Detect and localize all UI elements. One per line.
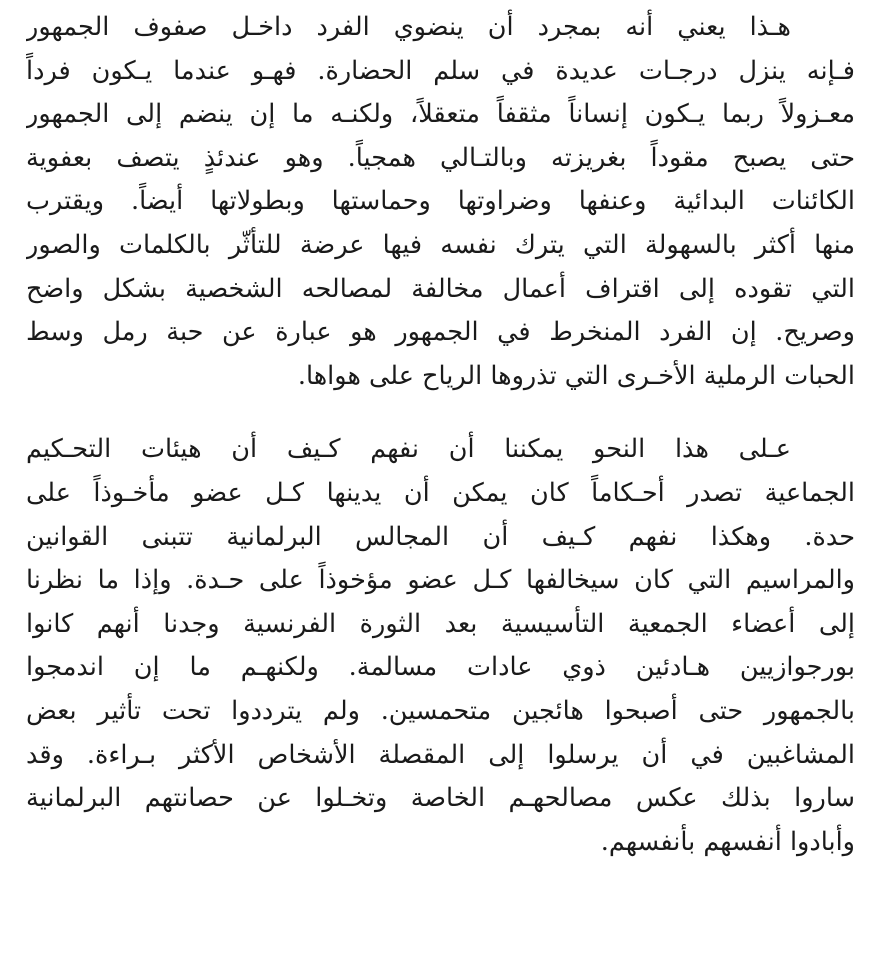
- text-line: معـزولاً ربما يـكون إنساناً مثقفاً متعقلاً، ولكنـه ما إن ينضم إلى الجمهور: [26, 99, 855, 130]
- text-line: عـلى هذا النحو يمكننا أن نفهم كـيف أن هيئات التحـكيم: [26, 434, 791, 465]
- text-line: الجماعية تصدر أحـكاماً كان يمكن أن يدينها كـل عضو مأخـوذاً على: [26, 477, 855, 508]
- text-line: الحبات الرملية الأخـرى التي تذروها الرياح على هواها.: [297, 360, 855, 391]
- text-line: ساروا بذلك عكس مصالحهـم الخاصة وتخـلوا عن حصانتهم البرلمانية: [26, 783, 855, 814]
- text-line: وصريح. إن الفرد المنخرط في الجمهور هو عبارة عن حبة رمل وسط: [26, 317, 855, 348]
- text-line: بالجمهور حتى أصبحوا هائجين متحمسين. ولم يترددوا تحت تأثير بعض: [26, 695, 855, 726]
- document-page: [26, 6, 855, 864]
- text-line: هـذا يعني أنه بمجرد أن ينضوي الفرد داخـل صفوف الجمهور: [26, 12, 791, 42]
- text-line: إلى أعضاء الجمعية التأسيسية بعد الثورة الفرنسية وجدنا أنهم كانوا: [26, 608, 855, 639]
- text-line: منها أكثر بالسهولة التي يترك نفسه فيها عرضة للتأثّر بالكلمات والصور: [26, 229, 855, 260]
- text-line: التي تقوده إلى اقتراف أعمال مخالفة لمصالحه الشخصية بشكل واضح: [26, 273, 855, 304]
- paragraph-1: [26, 6, 855, 398]
- text-line: حدة. وهكذا نفهم كـيف أن المجالس البرلمانية تتبنى القوانين: [26, 521, 855, 552]
- text-line: والمراسيم التي كان سيخالفها كـل عضو مؤخوذاً على حـدة. وإذا ما نظرنا: [26, 565, 855, 596]
- paragraph-gap: [26, 398, 855, 428]
- text-line: الكائنات البدائية وعنفها وضراوتها وحماستها وبطولاتها أيضاً. ويقترب: [26, 186, 855, 217]
- text-line: المشاغبين في أن يرسلوا إلى المقصلة الأشخاص الأكثر بـراءة. وقد: [26, 739, 855, 770]
- text-line: وأبادوا أنفسهم بأنفسهم.: [600, 826, 855, 857]
- text-line: بورجوازيين هـادئين ذوي عادات مسالمة. ولكنهـم ما إن اندمجوا: [26, 652, 855, 683]
- text-line: حتى يصبح مقوداً بغريزته وبالتـالي همجياً. وهو عندئذٍ يتصف بعفوية: [26, 142, 855, 173]
- text-line: فـإنه ينزل درجـات عديدة في سلم الحضارة. فهـو عندما يـكون فرداً: [26, 55, 855, 86]
- paragraph-2: [26, 428, 855, 864]
